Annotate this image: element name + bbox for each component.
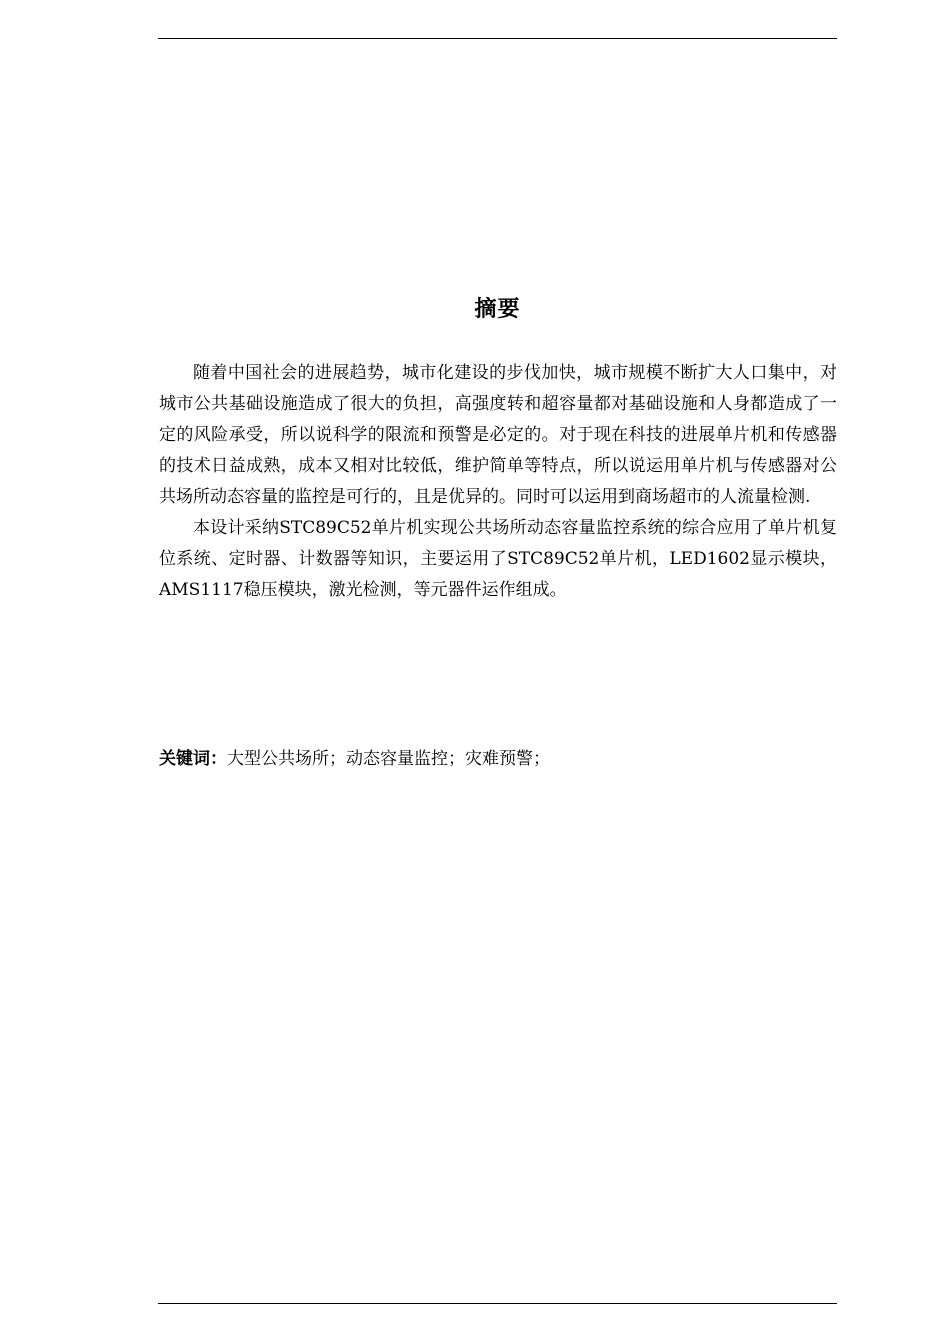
abstract-paragraph-1: 随着中国社会的进展趋势，城市化建设的步伐加快，城市规模不断扩大人口集中，对城市公共基础设施造成了很大的负担，高强度转和超容量都对基础设施和人身都造成了一定的风险承受，所以说科学的限流和预警是必定的。对于现在科技的进展单片机和传感器的技术日益成熟，成本又相对比较低，维护简单等特点，所以说运用单片机与传感器对公共场所动态容量的监控是可行的，且是优异的。同时可以运用到商场超市的人流量检测. [159,363,837,507]
keywords-label: 关键词： [159,749,227,769]
abstract-paragraph-2: 本设计采纳STC89C52单片机实现公共场所动态容量监控系统的综合应用了单片机复位系统、定时器、计数器等知识，主要运用了STC89C52单片机，LED1602显示模块，AMS1117稳压模块，激光检测，等元器件运作组成。 [159,518,837,600]
keywords-line [159,744,837,775]
header-rule [158,38,837,39]
footer-rule [158,1303,837,1304]
abstract-body [159,358,837,606]
keywords-text: 大型公共场所；动态容量监控；灾难预警； [227,749,550,769]
abstract-title: 摘要 [474,297,521,322]
